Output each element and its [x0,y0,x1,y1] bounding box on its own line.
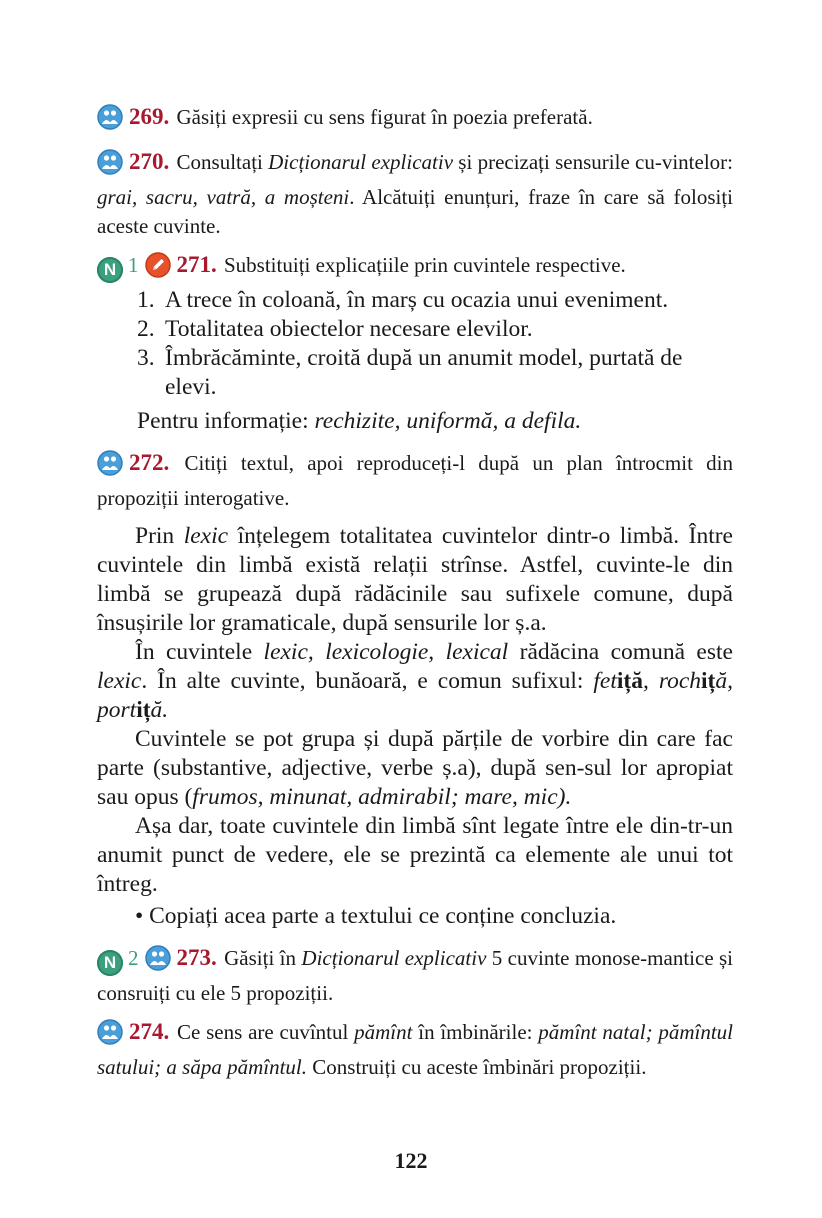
example-word: portiță. [97,697,169,723]
exercise-text: Găsiți în [224,946,302,970]
pair-work-icon [97,450,123,484]
exercise-number: 271. [176,252,217,277]
paragraph-text: Cuvintele se pot grupa și după părțile de vorbire din care fac parte (substantive, adjective, verbe ș.a), după sen-sul lor apropiat sau opus ( [97,726,733,810]
textbook-page [97,102,733,1082]
level-number: 2 [128,946,139,970]
bullet-task: • Copiați acea parte a textului ce conține concluzia. [135,903,617,929]
paragraph-text: . În alte cuvinte, bunăoară, e comun sufixul: [141,668,594,694]
exercise-text: Construiți cu aceste îmbinări propoziții. [307,1055,647,1079]
level-badge-icon: N [97,257,123,283]
exercise-text: în îmbinările: [412,1020,539,1044]
paragraph-text: înțelegem totalitatea cuvintelor dintr-o limbă. Între cuvintele din limbă există relații strînse. Astfel, cuvinte-le din limbă se grupează după rădăcinile sau sufixele comune, după însușirile lor gramaticale, după sensurile lor ș.a. [97,523,733,636]
list-item [137,344,733,402]
exercise-text: Ce sens are cuvîntul [177,1020,355,1044]
pencil-icon [145,252,171,286]
exercise-text: Găsiți expresii cu sens figurat în poezia preferată. [176,105,593,129]
text-paragraph: Așa dar, toate cuvintele din limbă sînt legate între ele din-tr-un anumit punct de vedere, ele se prezintă ca elemente ale unui tot întreg. [97,813,733,897]
pair-work-icon [145,945,171,979]
level-badge-icon: N [97,950,123,976]
exercise-270 [97,147,733,241]
list-item [137,315,733,344]
list-item-number: 3. [137,345,155,371]
exercise-number: 274. [129,1019,170,1044]
info-words: rechizite, uniformă, a defila. [314,408,582,434]
list-item-text: A trece în coloană, în marș cu ocazia unui eveniment. [165,287,669,313]
numbered-list [137,286,733,402]
exercise-274 [97,1017,733,1082]
example-words: frumos, minunat, admirabil; mare, mic). [192,784,572,810]
pair-work-icon [97,1019,123,1053]
exercise-269 [97,102,733,138]
level-number: 1 [128,253,139,277]
list-item [137,286,733,315]
exercise-number: 269. [129,104,170,129]
example-word: rochiță, [658,668,734,694]
exercise-text: 5 cuvinte monose-mantice și consruiți cu ele 5 propoziții. [97,946,734,1005]
exercise-number: 270. [129,149,170,174]
dictionary-title: Dicționarul explicativ [268,150,454,174]
paragraph-text: Prin [135,523,184,549]
text-paragraph [97,638,733,725]
text-paragraph [97,725,733,812]
info-label: Pentru informație: [137,408,315,434]
dictionary-title: Dicționarul explicativ [301,946,487,970]
exercise-text: . Alcătuiți enunțuri, fraze în care să folosiți aceste cuvinte. [97,185,733,238]
exercise-273 [97,943,733,1008]
pair-work-icon [97,104,123,138]
exercise-text: Citiți textul, apoi reproduceți-l după un plan întrocmit din propoziții interogative. [97,451,733,510]
exercise-text: Consultați [176,150,269,174]
paragraph-text: În cuvintele [135,639,264,665]
page-number: 122 [394,1148,428,1173]
exercise-number: 272. [129,450,170,475]
list-item-number: 1. [137,287,155,313]
term: lexic [97,668,142,694]
exercise-text: și precizați sensurile cu-vintelor: [453,150,734,174]
exercise-271 [97,250,733,286]
list-item-text: Totalitatea obiectelor necesare elevilor. [165,316,533,342]
exercise-272 [97,448,733,513]
list-item-text: Îmbrăcăminte, croită după un anumit model, purtată de elevi. [165,345,683,400]
exercise-text: Substituiți explicațiile prin cuvintele respective. [224,253,626,277]
list-item-number: 2. [137,316,155,342]
info-line [97,407,733,436]
term: pămînt [354,1020,413,1044]
text-paragraph [97,522,733,638]
term: lexic, lexicologie, lexical [263,639,509,665]
exercise-number: 273. [176,945,217,970]
word-list: grai, sacru, vatră, a moșteni [97,185,350,209]
example-word: fetiță, [593,668,649,694]
word-combinations: pămînt natal; pămîntul satului; a săpa pămîntul. [97,1020,734,1079]
paragraph-text: rădăcina comună este [508,639,733,665]
pair-work-icon [97,149,123,183]
term: lexic [183,523,229,549]
